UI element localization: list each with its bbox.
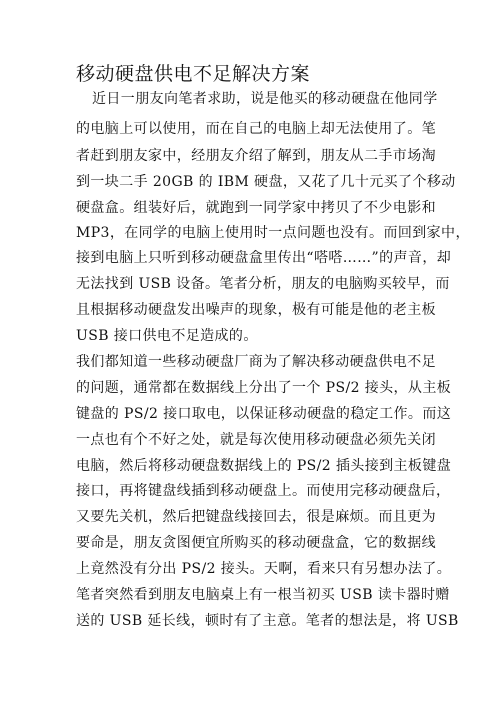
body-line: 无法找到 USB 设备。笔者分析，朋友的电脑购买较早，而 <box>76 276 450 292</box>
body-line: 接到电脑上只听到移动硬盘盒里传出“嗒嗒……”的声音，却 <box>76 250 452 266</box>
body-line: USB 接口供电不足造成的。 <box>76 328 258 344</box>
body-line: 一点也有个不好之处，就是每次使用移动硬盘必须先关闭 <box>76 432 436 448</box>
body-line: 者赶到朋友家中，经朋友介绍了解到，朋友从二手市场淘 <box>76 148 436 164</box>
body-line: 键盘的 PS/2 接口取电，以保证移动硬盘的稳定工作。而这 <box>76 406 452 422</box>
body-line: 又要先关机，然后把键盘线接回去，很是麻烦。而且更为 <box>76 509 436 525</box>
body-line: 近日一朋友向笔者求助，说是他买的移动硬盘在他同学 <box>92 91 438 107</box>
body-line: 接口，再将键盘线插到移动硬盘上。而使用完移动硬盘后， <box>76 483 451 499</box>
body-line: 上竟然没有分出 PS/2 接头。天啊，看来只有另想办法了。 <box>76 561 452 577</box>
body-line: 的问题，通常都在数据线上分出了一个 PS/2 接头，从主板 <box>76 380 452 396</box>
body-line: 到一块二手 20GB 的 IBM 硬盘，又花了几十元买了个移动 <box>76 174 456 190</box>
body-line: 的电脑上可以使用，而在自己的电脑上却无法使用了。笔 <box>76 121 436 137</box>
body-line: 要命是，朋友贪图便宜所购买的移动硬盘盒，它的数据线 <box>76 535 436 551</box>
body-line: 送的 USB 延长线，顿时有了主意。笔者的想法是，将 USB <box>76 613 459 629</box>
body-line: 电脑，然后将移动硬盘数据线上的 PS/2 插头接到主板键盘 <box>76 458 452 474</box>
body-line: 我们都知道一些移动硬盘厂商为了解决移动硬盘供电不足 <box>76 354 436 370</box>
body-line: 笔者突然看到朋友电脑桌上有一根当初买 USB 读卡器时赠 <box>76 587 450 603</box>
body-line: MP3，在同学的电脑上使用时一点问题也没有。而回到家中， <box>76 225 470 241</box>
body-line: 且根据移动硬盘发出噪声的现象，极有可能是他的老主板 <box>76 302 436 318</box>
body-line: 硬盘盒。组装好后，就跑到一同学家中拷贝了不少电影和 <box>76 200 436 216</box>
document-title: 移动硬盘供电不足解决方案 <box>76 63 311 85</box>
